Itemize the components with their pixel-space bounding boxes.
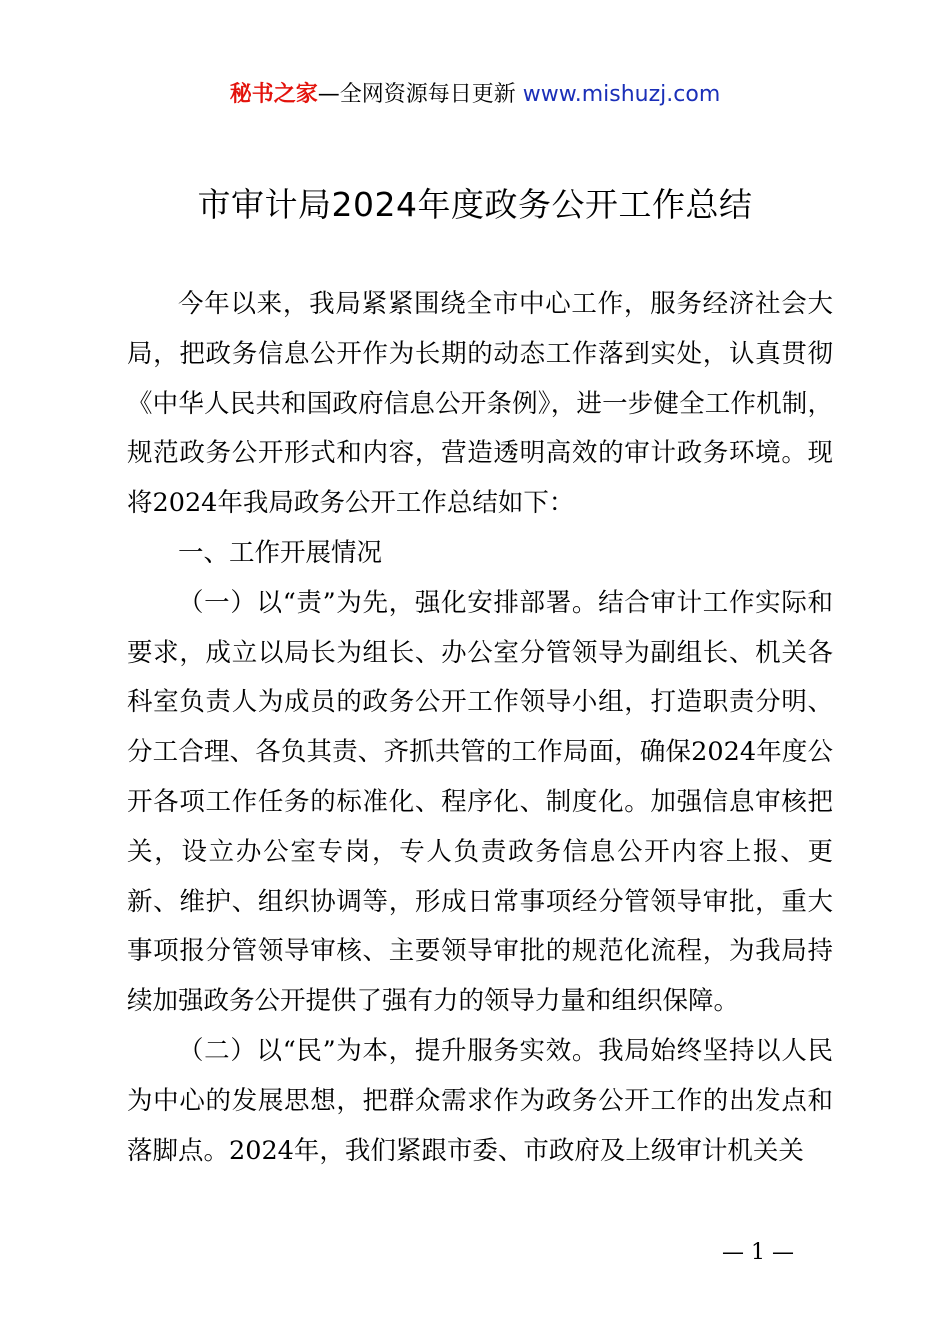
site-header	[0, 78, 950, 112]
section-heading: 一、工作开展情况	[178, 537, 383, 568]
site-brand: 秘书之家	[229, 82, 318, 107]
document-body	[127, 280, 833, 1176]
body-paragraph: （二）以“民”为本，提升服务实效。我局始终坚持以人民为中心的发展思想，把群众需求作为政务公开工作的出发点和落脚点。2024年，我们紧跟市委、市政府及上级审计机关关	[127, 1035, 833, 1166]
page-number: — 1 —	[722, 1240, 794, 1265]
intro-paragraph: 今年以来，我局紧紧围绕全市中心工作，服务经济社会大局，把政务信息公开作为长期的动态工作落到实处，认真贯彻《中华人民共和国政府信息公开条例》，进一步健全工作机制，规范政务公开形式和内容，营造透明高效的审计政务环境。现将2024年我局政务公开工作总结如下：	[127, 289, 833, 519]
body-paragraph: （一）以“责”为先，强化安排部署。结合审计工作实际和要求，成立以局长为组长、办公室分管领导为副组长、机关各科室负责人为成员的政务公开工作领导小组，打造职责分明、分工合理、各负其责、齐抓共管的工作局面，确保2024年度公开各项工作任务的标准化、程序化、制度化。加强信息审核把关，设立办公室专岗，专人负责政务信息公开内容上报、更新、维护、组织协调等，形成日常事项经分管领导审批，重大事项报分管领导审核、主要领导审批的规范化流程，为我局持续加强政务公开提供了强有力的领导力量和组织保障。	[127, 587, 833, 1017]
site-tagline: —全网资源每日更新	[317, 82, 516, 107]
site-url-link[interactable]: www.mishuzj.com	[522, 82, 721, 107]
document-title: 市审计局2024年度政务公开工作总结	[197, 185, 753, 224]
